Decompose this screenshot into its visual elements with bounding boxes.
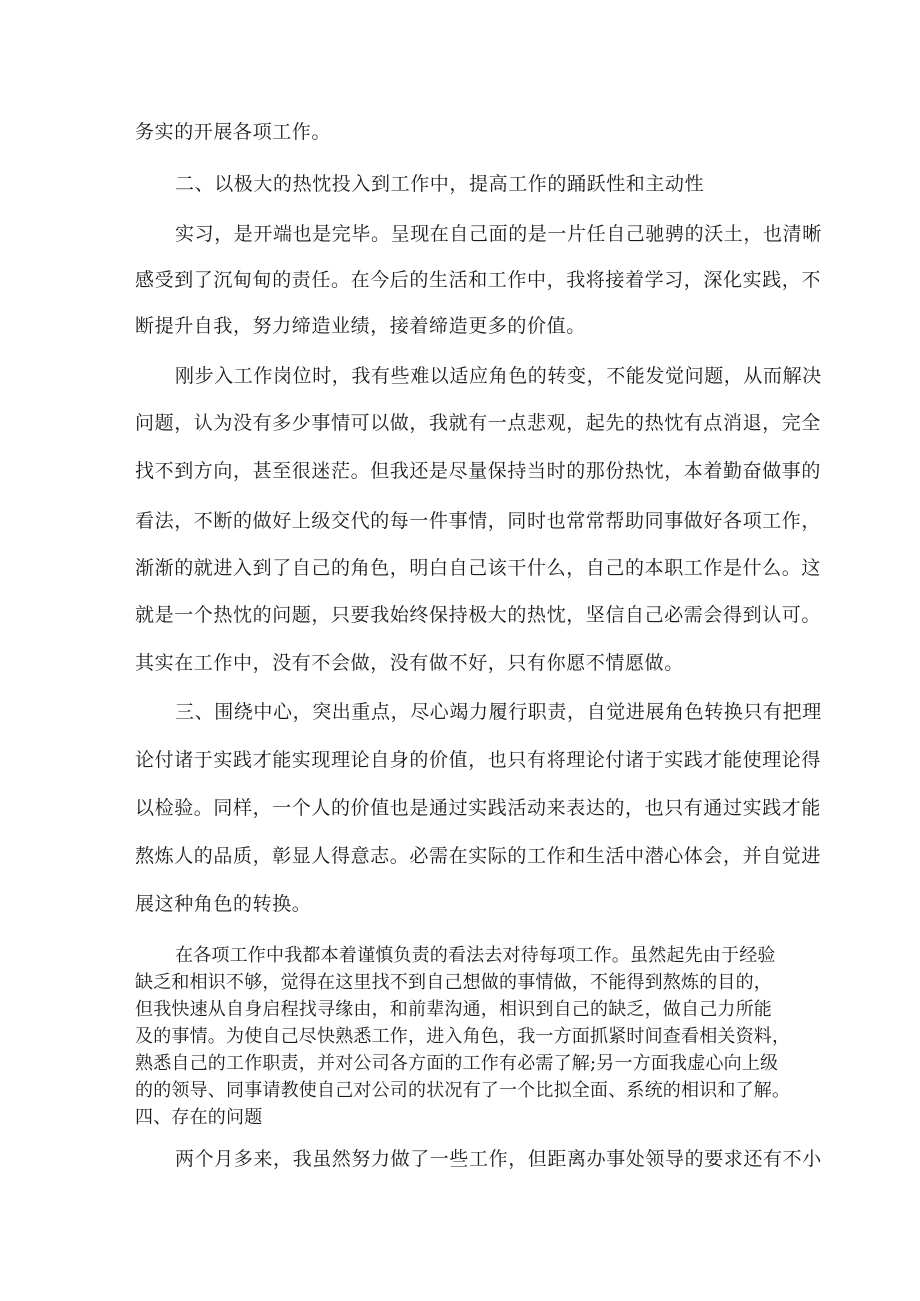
text-line: 两个月多来，我虽然努力做了一些工作，但距离办事处领导的要求还有不小: [175, 1148, 822, 1170]
text-line: 的的领导、同事请教使自己对公司的状况有了一个比拟全面、系统的相识和了解。: [135, 1080, 791, 1101]
section-heading: 三、围绕中心，突出重点，尽心竭力履行职责，自觉进展角色转换只有把理: [175, 701, 822, 723]
text-line: 断提升自我，努力缔造业绩，接着缔造更多的价值。: [135, 315, 586, 337]
text-line: 找不到方向，甚至很迷茫。但我还是尽量保持当时的那份热忱，本着勤奋做事的: [135, 460, 822, 482]
text-line: 实习，是开端也是完毕。呈现在自己面的是一片任自己驰骋的沃土，也清晰: [175, 223, 822, 245]
section-heading: 四、存在的问题: [135, 1107, 263, 1128]
text-line: 看法，不断的做好上级交代的每一件事情，同时也常常帮助同事做好各项工作，: [135, 510, 822, 532]
text-line: 熟悉自己的工作职责，并对公司各方面的工作有必需了解;另一方面我虚心向上级: [135, 1053, 779, 1074]
text-line: 就是一个热忱的问题，只要我始终保持极大的热忱，坚信自己必需会得到认可。: [135, 604, 822, 626]
text-line: 感受到了沉甸甸的责任。在今后的生活和工作中，我将接着学习，深化实践，不: [135, 269, 822, 291]
text-line: 论付诸于实践才能实现理论自身的价值，也只有将理论付诸于实践才能使理论得: [135, 749, 822, 771]
section-heading: 二、以极大的热忱投入到工作中，提高工作的踊跃性和主动性: [175, 173, 705, 195]
text-line: 渐渐的就进入到了自己的角色，明白自己该干什么，自己的本职工作是什么。这: [135, 557, 822, 579]
text-line: 务实的开展各项工作。: [135, 121, 332, 143]
text-line: 熬炼人的品质，彰显人得意志。必需在实际的工作和生活中潜心体会，并自觉进: [135, 845, 822, 867]
text-line: 问题，认为没有多少事情可以做，我就有一点悲观，起先的热忱有点消退，完全: [135, 412, 822, 434]
text-line: 及的事情。为使自己尽快熟悉工作，进入角色，我一方面抓紧时间查看相关资料，: [135, 1026, 791, 1047]
text-line: 其实在工作中，没有不会做，没有做不好，只有你愿不情愿做。: [135, 652, 684, 674]
text-line: 缺乏和相识不够，觉得在这里找不到自己想做的事情做，不能得到熬炼的目的，: [135, 972, 772, 993]
text-line: 展这种角色的转换。: [135, 893, 312, 915]
text-line: 刚步入工作岗位时，我有些难以适应角色的转变，不能发觉问题，从而解决: [175, 365, 822, 387]
text-line: 但我快速从自身启程找寻缘由，和前辈沟通，相识到自己的缺乏，做自己力所能: [135, 999, 772, 1020]
text-line: 以检验。同样，一个人的价值也是通过实践活动来表达的，也只有通过实践才能: [135, 797, 822, 819]
text-line: 在各项工作中我都本着谨慎负责的看法去对待每项工作。虽然起先由于经验: [175, 945, 776, 966]
